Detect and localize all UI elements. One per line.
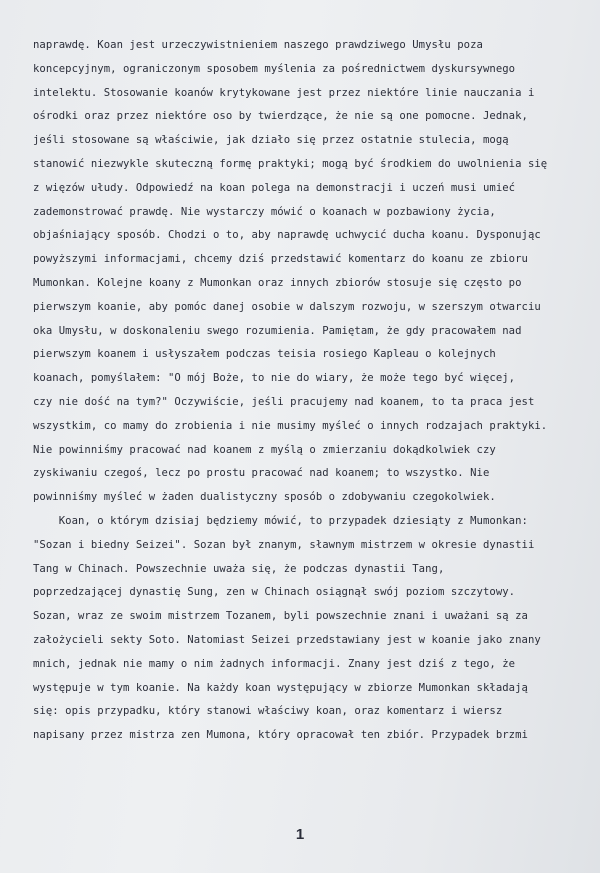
text-line: wszystkim, co mamy do zrobienia i nie musimy myśleć o innych rodzajach praktyki.	[33, 419, 548, 432]
text-line: pierwszym koanie, aby pomóc danej osobie w dalszym rozwoju, w szerszym otwarciu	[33, 300, 541, 313]
text-line: "Sozan i biedny Seizei". Sozan był znanym, sławnym mistrzem w okresie dynastii	[33, 538, 535, 551]
paragraph-start-line: Koan, o którym dzisiaj będziemy mówić, to przypadek dziesiąty z Mumonkan:	[33, 514, 528, 527]
text-line: założycieli sekty Soto. Natomiast Seizei przedstawiany jest w koanie jako znany	[33, 633, 541, 646]
text-line: mnich, jednak nie mamy o nim żadnych informacji. Znany jest dziś z tego, że	[33, 657, 516, 670]
text-line: powyższymi informacjami, chcemy dziś przedstawić komentarz do koanu ze zbioru	[33, 253, 528, 266]
text-line: koncepcyjnym, ograniczonym sposobem myślenia za pośrednictwem dyskursywnego	[33, 62, 516, 75]
text-line: występuje w tym koanie. Na każdy koan występujący w zbiorze Mumonkan składają	[33, 681, 528, 694]
text-line: objaśniający sposób. Chodzi o to, aby naprawdę uchwycić ducha koanu. Dysponując	[33, 229, 541, 242]
text-line: z więzów ułudy. Odpowiedź na koan polega na demonstracji i uczeń musi umieć	[33, 181, 516, 194]
text-line: intelektu. Stosowanie koanów krytykowane jest przez niektóre linie nauczania i	[33, 86, 535, 99]
text-line: Tang w Chinach. Powszechnie uważa się, że podczas dynastii Tang,	[33, 562, 445, 575]
text-line: koanach, pomyślałem: "O mój Boże, to nie do wiary, że może tego być więcej,	[33, 372, 516, 385]
text-line: poprzedzającej dynastię Sung, zen w Chinach osiągnął swój poziom szczytowy.	[33, 586, 516, 599]
text-line: Nie powinniśmy pracować nad koanem z myślą o zmierzaniu dokądkolwiek czy	[33, 443, 496, 456]
text-line: się: opis przypadku, który stanowi właściwy koan, oraz komentarz i wiersz	[33, 705, 503, 718]
page-number: 1	[295, 826, 305, 843]
text-line: powinniśmy myśleć w żaden dualistyczny sposób o zdobywaniu czegokolwiek.	[33, 491, 496, 504]
body-text	[33, 34, 578, 748]
text-line: zyskiwaniu czegoś, lecz po prostu pracować nad koanem; to wszystko. Nie	[33, 467, 490, 480]
text-line: oka Umysłu, w doskonaleniu swego rozumienia. Pamiętam, że gdy pracowałem nad	[33, 324, 522, 337]
text-line: Sozan, wraz ze swoim mistrzem Tozanem, byli powszechnie znani i uważani są za	[33, 610, 528, 623]
text-line: czy nie dość na tym?" Oczywiście, jeśli pracujemy nad koanem, to ta praca jest	[33, 395, 535, 408]
text-line: zademonstrować prawdę. Nie wystarczy mówić o koanach w pozbawiony życia,	[33, 205, 496, 218]
text-line: pierwszym koanem i usłyszałem podczas teisia rosiego Kapleau o kolejnych	[33, 348, 496, 361]
text-line: napisany przez mistrza zen Mumona, który opracował ten zbiór. Przypadek brzmi	[33, 729, 528, 742]
text-line: Mumonkan. Kolejne koany z Mumonkan oraz innych zbiorów stosuje się często po	[33, 276, 522, 289]
text-line: jeśli stosowane są właściwie, jak działo się przez ostatnie stulecia, mogą	[33, 134, 509, 147]
text-line: stanowić niezwykle skuteczną formę praktyki; mogą być środkiem do uwolnienia się	[33, 157, 548, 170]
text-line: naprawdę. Koan jest urzeczywistnieniem naszego prawdziwego Umysłu poza	[33, 39, 483, 51]
text-line: ośrodki oraz przez niektóre oso by twierdzące, że nie są one pomocne. Jednak,	[33, 110, 528, 123]
